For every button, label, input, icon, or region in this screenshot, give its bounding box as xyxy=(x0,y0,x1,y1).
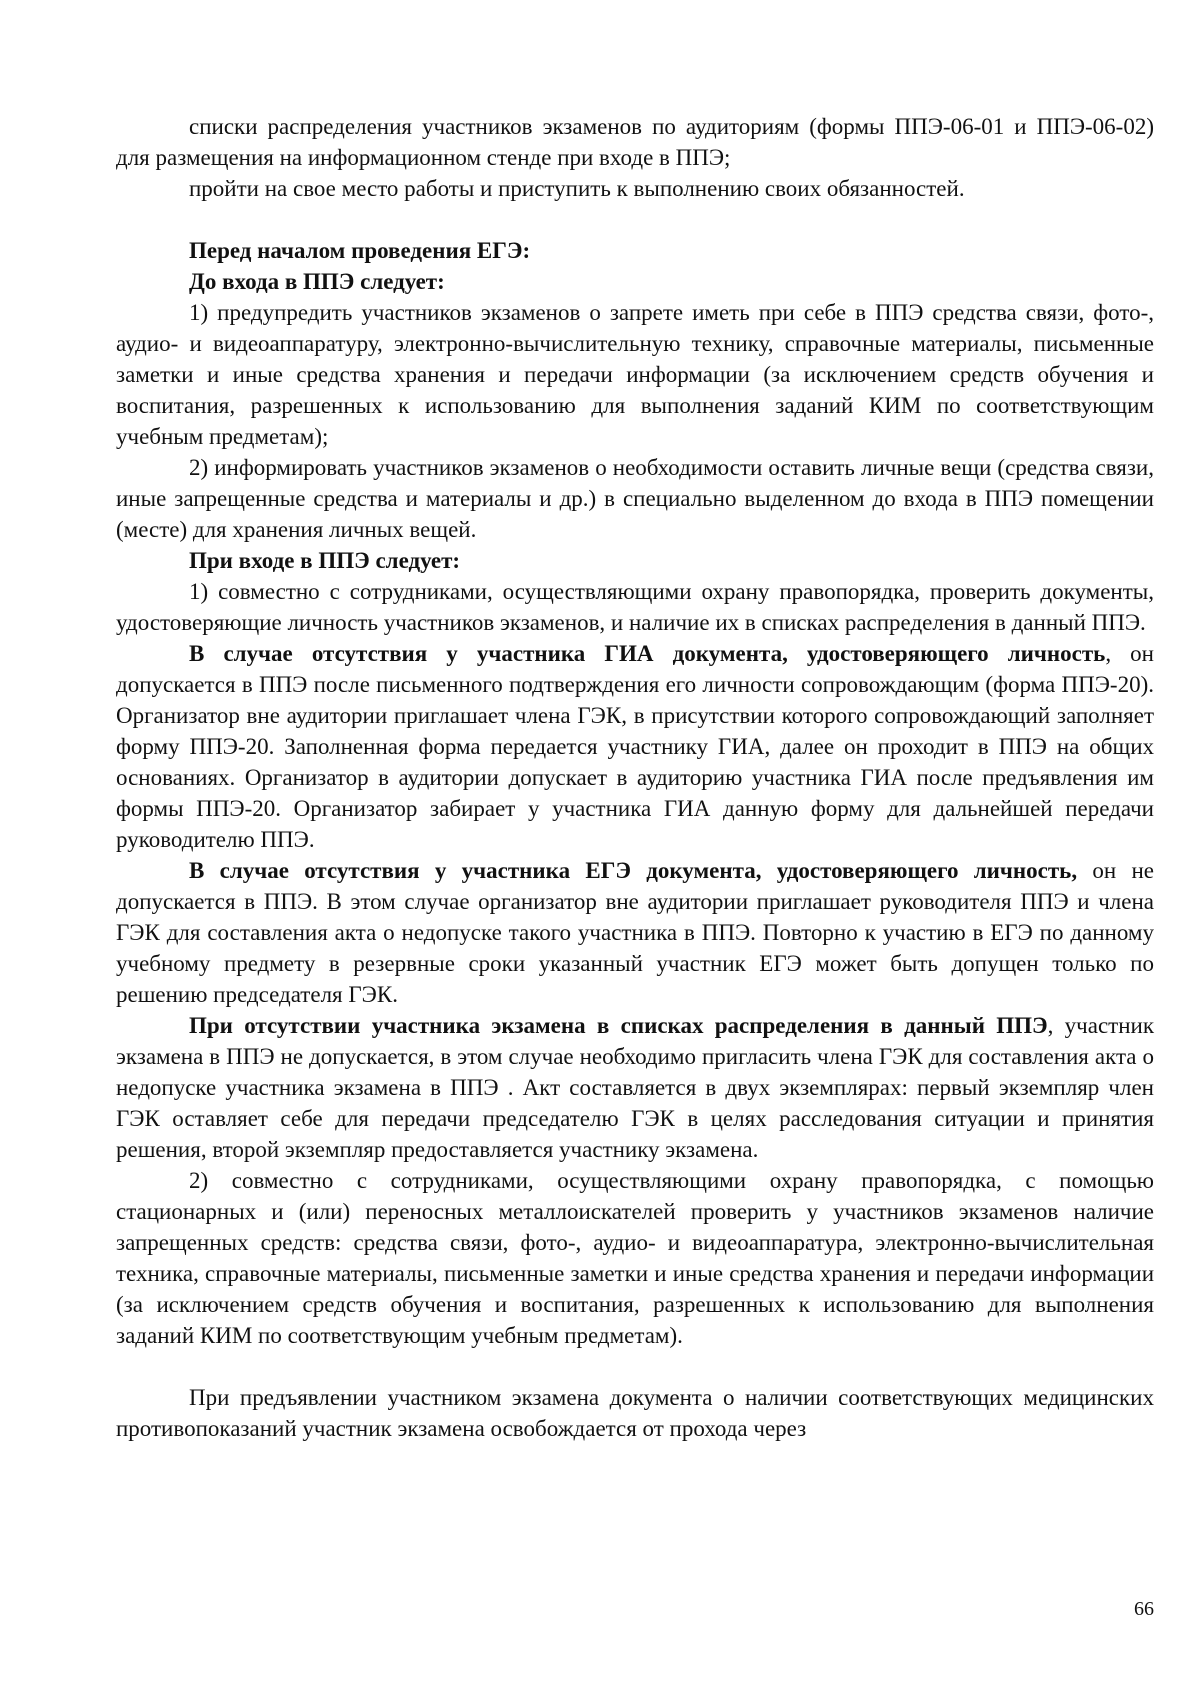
paragraph-ege-no-id-bold: В случае отсутствия у участника ЕГЭ документа, удостоверяющего личность, xyxy=(189,858,1078,883)
paragraph-personal-belongings: 2) информировать участников экзаменов о необходимости оставить личные вещи (средства связи, иные запрещенные средства и материалы и др.) в специально выделенном до входа в ППЭ помещении (месте) для хранения личных вещей. xyxy=(116,455,1154,542)
paragraph-medical-exemption: При предъявлении участником экзамена документа о наличии соответствующих медицинских противопоказаний участник экзамена освобождается от прохода через xyxy=(116,1385,1154,1441)
paragraph-gia-no-id xyxy=(116,638,1154,855)
heading-at-entry: При входе в ППЭ следует: xyxy=(189,548,461,573)
paragraph-warn-prohibited-items: 1) предупредить участников экзаменов о запрете иметь при себе в ППЭ средства связи, фото-, аудио- и видеоаппаратуру, электронно-вычислительную технику, справочные материалы, письменные заметки и иные средства хранения и передачи информации (за исключением средств обучения и воспитания, разрешенных к использованию для выполнения заданий КИМ по соответствующим учебным предметам); xyxy=(116,300,1154,449)
heading-before-exam: Перед началом проведения ЕГЭ: xyxy=(189,238,531,263)
paragraph-gia-no-id-text: , он допускается в ППЭ после письменного подтверждения его личности сопровождающим (форма ППЭ-20). Организатор вне аудитории приглашает члена ГЭК, в присутствии которого сопровождающий заполняет форму ППЭ-20. Заполненная форма передается участнику ГИА, далее он проходит в ППЭ на общих основаниях. Организатор в аудитории допускает в аудиторию участника ГИА после предъявления им формы ППЭ-20. Организатор забирает у участника ГИА данную форму для дальнейшей передачи руководителю ППЭ. xyxy=(116,641,1154,852)
paragraph-spacer xyxy=(116,204,1154,235)
paragraph-go-to-workplace: пройти на свое место работы и приступить к выполнению своих обязанностей. xyxy=(189,176,965,201)
paragraph-not-in-lists-text: , участник экзамена в ППЭ не допускается, в этом случае необходимо пригласить члена ГЭК для составления акта о недопуске участника экзамена в ППЭ . Акт составляется в двух экземплярах: первый экземпляр член ГЭК оставляет себе для передачи председателю ГЭК в целях расследования ситуации и принятия решения, второй экземпляр предоставляется участнику экзамена. xyxy=(116,1013,1155,1162)
heading-before-entry: До входа в ППЭ следует: xyxy=(189,269,445,294)
paragraph-ege-no-id-text: он не допускается в ППЭ. В этом случае организатор вне аудитории приглашает руководителя ППЭ и члена ГЭК для составления акта о недопуске такого участника в ППЭ. Повторно к участию в ЕГЭ по данному учебному предмету в резервные сроки указанный участник ЕГЭ может быть допущен только по решению председателя ГЭК. xyxy=(116,858,1154,1007)
paragraph-not-in-lists xyxy=(116,1010,1154,1165)
paragraph-check-documents: 1) совместно с сотрудниками, осуществляющими охрану правопорядка, проверить документы, удостоверяющие личность участников экзаменов, и наличие их в списках распределения в данный ППЭ. xyxy=(116,579,1154,635)
paragraph-gia-no-id-bold: В случае отсутствия у участника ГИА документа, удостоверяющего личность xyxy=(189,641,1106,666)
paragraph-spacer xyxy=(116,1351,1154,1382)
paragraph-not-in-lists-bold: При отсутствии участника экзамена в списках распределения в данный ППЭ xyxy=(189,1013,1048,1038)
paragraph-metal-detectors: 2) совместно с сотрудниками, осуществляющими охрану правопорядка, с помощью стационарных и (или) переносных металлоискателей проверить у участников экзаменов наличие запрещенных средств: средства связи, фото-, аудио- и видеоаппаратура, электронно-вычислительная техника, справочные материалы, письменные заметки и иные средства хранения и передачи информации (за исключением средств обучения и воспитания, разрешенных к использованию для выполнения заданий КИМ по соответствующим учебным предметам). xyxy=(116,1168,1154,1348)
paragraph-ege-no-id xyxy=(116,855,1154,1010)
document-body xyxy=(116,111,1154,1444)
page-number: 66 xyxy=(1134,1598,1154,1620)
paragraph-seating-lists: списки распределения участников экзаменов по аудиториям (формы ППЭ-06-01 и ППЭ-06-02) для размещения на информационном стенде при входе в ППЭ; xyxy=(116,114,1154,170)
